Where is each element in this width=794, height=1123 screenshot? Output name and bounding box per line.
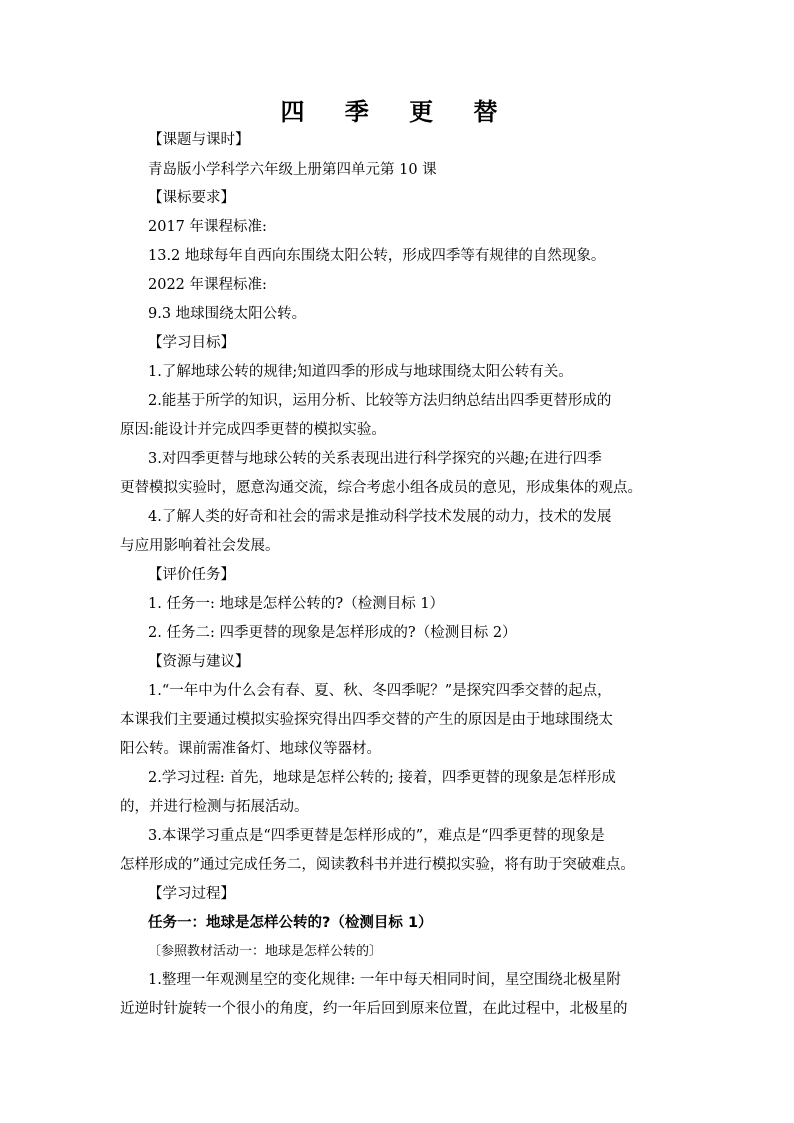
standard-2017-text: 13.2 地球每年自西向东围绕太阳公转，形成四季等有规律的自然现象。 [148, 248, 606, 264]
resource-2-line-1: 2.学习过程: 首先，地球是怎样公转的; 接着，四季更替的现象是怎样形成 [148, 770, 616, 786]
standard-2017-label: 2017 年课程标准: [148, 219, 267, 235]
task-1-heading: 任务一：地球是怎样公转的?（检测目标 1） [148, 915, 433, 931]
lesson-heading: 【课题与课时】 [148, 132, 250, 148]
goal-3-line-2: 更替模拟实验时，愿意沟通交流，综合考虑小组各成员的意见，形成集体的观点。 [120, 480, 642, 496]
lesson-text: 青岛版小学科学六年级上册第四单元第 10 课 [148, 162, 437, 178]
goal-4-line-1: 4.了解人类的好奇和社会的需求是推动科学技术发展的动力，技术的发展 [148, 509, 612, 525]
task-1-paragraph-line-1: 1.整理一年观测星空的变化规律: 一年中每天相同时间，星空围绕北极星附 [148, 972, 621, 988]
resource-3-line-1: 3.本课学习重点是“四季更替是怎样形成的”，难点是“四季更替的现象是 [148, 828, 605, 844]
eval-task-2: 2. 任务二: 四季更替的现象是怎样形成的?（检测目标 2） [148, 625, 517, 641]
task-1-paragraph-line-2: 近逆时针旋转一个很小的角度，约一年后回到原来位置，在此过程中，北极星的 [120, 1001, 628, 1017]
resource-1-line-3: 阳公转。课前需准备灯、地球仪等器材。 [120, 741, 381, 757]
goals-heading: 【学习目标】 [148, 335, 235, 351]
eval-heading: 【评价任务】 [148, 567, 235, 583]
eval-task-1: 1. 任务一: 地球是怎样公转的?（检测目标 1） [148, 596, 445, 612]
task-1-reference: 〔参照教材活动一：地球是怎样公转的〕 [148, 944, 383, 959]
resource-2-line-2: 的，并进行检测与拓展活动。 [120, 799, 309, 815]
standard-2022-label: 2022 年课程标准: [148, 277, 267, 293]
resource-1-line-2: 本课我们主要通过模拟实验探究得出四季交替的产生的原因是由于地球围绕太 [120, 712, 613, 728]
standard-2022-text: 9.3 地球围绕太阳公转。 [148, 306, 307, 322]
process-heading: 【学习过程】 [148, 886, 235, 902]
goal-4-line-2: 与应用影响着社会发展。 [120, 538, 280, 554]
resources-heading: 【资源与建议】 [148, 654, 250, 670]
page-title: 四 季 更 替 [280, 98, 514, 126]
goal-1: 1.了解地球公转的规律;知道四季的形成与地球围绕太阳公转有关。 [148, 364, 573, 380]
goal-2-line-2: 原因:能设计并完成四季更替的模拟实验。 [120, 422, 386, 438]
standards-heading: 【课标要求】 [148, 190, 235, 206]
goal-2-line-1: 2.能基于所学的知识，运用分析、比较等方法归纳总结出四季更替形成的 [148, 393, 612, 409]
resource-1-line-1: 1.“一年中为什么会有春、夏、秋、冬四季呢？”是探究四季交替的起点， [148, 683, 612, 699]
resource-3-line-2: 怎样形成的”通过完成任务二，阅读教科书并进行模拟实验，将有助于突破难点。 [120, 857, 635, 873]
goal-3-line-1: 3.对四季更替与地球公转的关系表现出进行科学探究的兴趣;在进行四季 [148, 451, 602, 467]
